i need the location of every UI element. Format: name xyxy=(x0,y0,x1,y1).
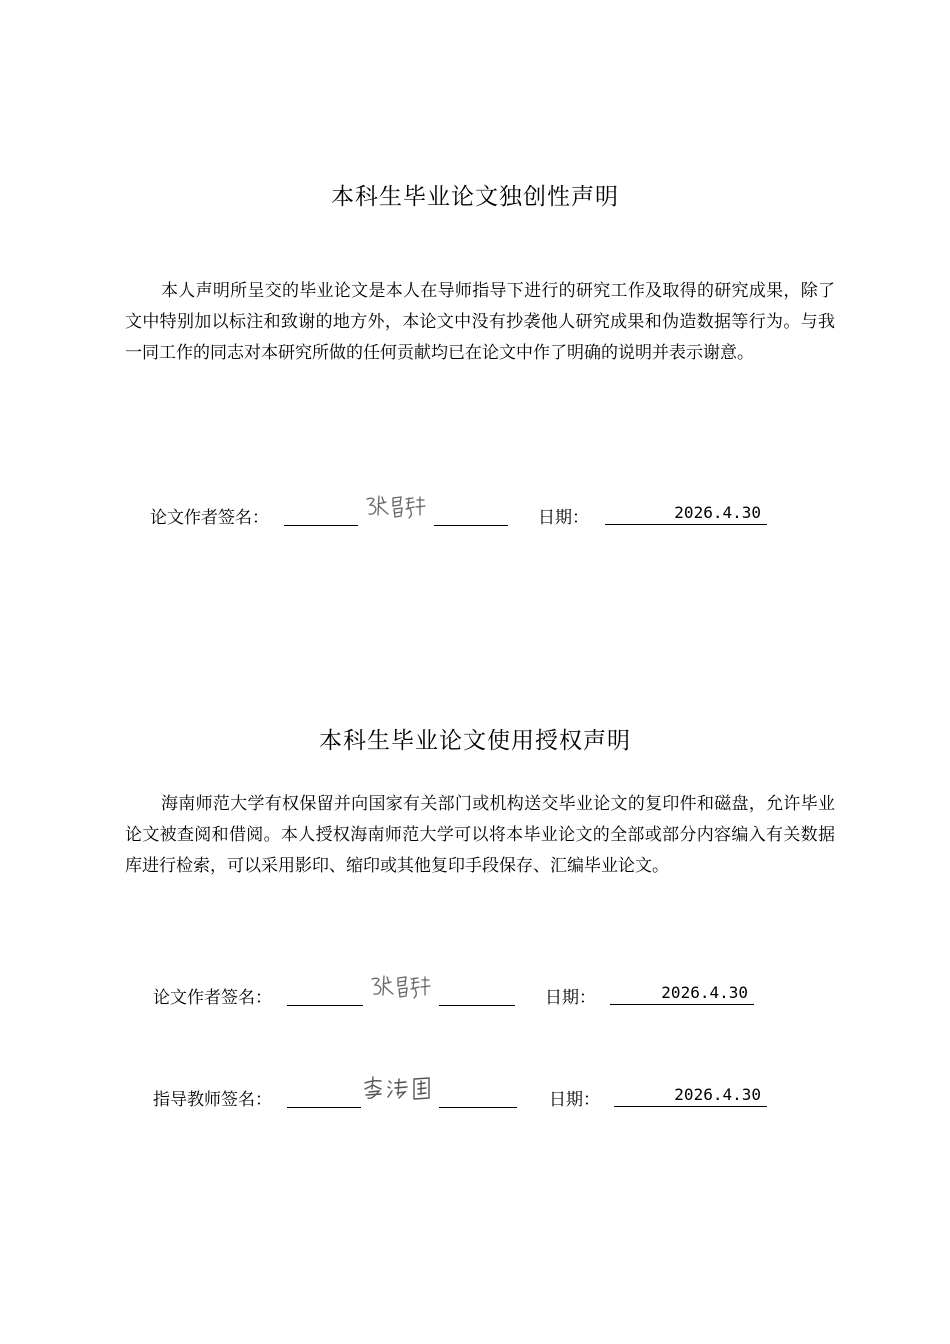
signature-underline-right xyxy=(439,1085,517,1108)
signature-underline-left xyxy=(287,983,363,1006)
originality-body: 本人声明所呈交的毕业论文是本人在导师指导下进行的研究工作及取得的研究成果，除了文中特别加以标注和致谢的地方外，本论文中没有抄袭他人研究成果和伪造数据等行为。与我一同工作的同志对本研究所做的任何贡献均已在论文中作了明确的说明并表示谢意。 xyxy=(125,281,835,363)
signature-underline-left xyxy=(284,503,358,526)
advisor-signature xyxy=(361,1073,439,1107)
author-signature-label: 论文作者签名： xyxy=(150,508,269,528)
date-label: 日期： xyxy=(549,1090,600,1110)
author-signature xyxy=(369,971,435,1005)
date-label: 日期： xyxy=(538,508,589,528)
date-value: 2026.4.30 xyxy=(605,503,767,525)
advisor-signature-label: 指导教师签名： xyxy=(153,1090,272,1110)
date-value: 2026.4.30 xyxy=(614,1085,767,1107)
signature-underline-left xyxy=(287,1085,361,1108)
authorization-body: 海南师范大学有权保留并向国家有关部门或机构送交毕业论文的复印件和磁盘，允许毕业论文被查阅和借阅。本人授权海南师范大学可以将本毕业论文的全部或部分内容编入有关数据库进行检索，可以采用影印、缩印或其他复印手段保存、汇编毕业论文。 xyxy=(125,794,835,876)
authorization-author-signature-row xyxy=(153,983,793,1013)
originality-author-signature-row xyxy=(150,503,790,533)
originality-title: 本科生毕业论文独创性声明 xyxy=(331,184,619,210)
author-signature-label: 论文作者签名： xyxy=(153,988,272,1008)
date-label: 日期： xyxy=(545,988,596,1008)
date-value: 2026.4.30 xyxy=(610,983,754,1005)
authorization-advisor-signature-row xyxy=(153,1085,793,1115)
signature-underline-right xyxy=(434,503,508,526)
authorization-title: 本科生毕业论文使用授权声明 xyxy=(319,728,631,754)
author-signature xyxy=(364,491,430,525)
signature-underline-right xyxy=(439,983,515,1006)
